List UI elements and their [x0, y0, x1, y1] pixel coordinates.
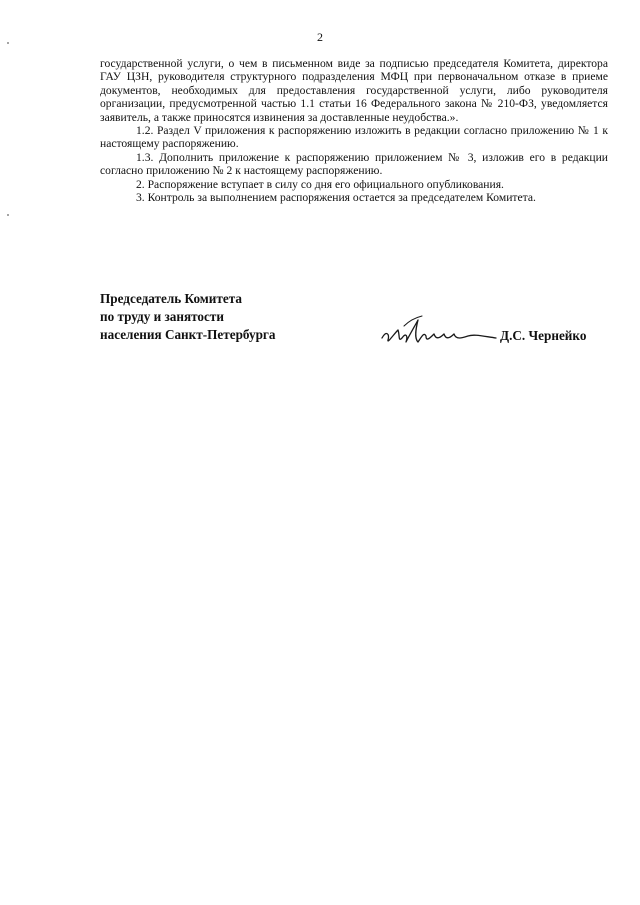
- signer-name: Д.С. Чернейко: [500, 328, 587, 343]
- paragraph-item-3: 3. Контроль за выполнением распоряжения остается за председателем Комитета.: [136, 191, 536, 205]
- margin-mark: [7, 214, 9, 216]
- paragraph-continuation: государственной услуги, о чем в письменном виде за подписью председателя Комитета, директора ГАУ ЦЗН, руководителя структурного подразделения МФЦ при первоначальном отказе в приеме документов, необходимых для предоставления государственной услуги, либо руководителя организации, предусмотренной частью 1.1 статьи 16 Федерального закона № 210-ФЗ, уведомляется заявитель, а также приносятся извинения за доставленные неудобства.».: [100, 57, 608, 124]
- paragraph-item-2: 2. Распоряжение вступает в силу со дня его официального опубликования.: [136, 177, 504, 191]
- handwritten-signature: [378, 312, 502, 348]
- margin-mark: [7, 42, 9, 44]
- signer-title-line: по труду и занятости: [100, 309, 224, 324]
- signer-title: [100, 290, 276, 344]
- page-number: 2: [317, 30, 323, 44]
- signature-block: [100, 290, 610, 350]
- signer-title-line: Председатель Комитета: [100, 291, 242, 306]
- paragraph-item-1-3: 1.3. Дополнить приложение к распоряжению приложением № 3, изложив его в редакции согласно приложению № 2 к настоящему распоряжению.: [100, 150, 608, 178]
- paragraph-item-1-2: 1.2. Раздел V приложения к распоряжению изложить в редакции согласно приложению № 1 к настоящему распоряжению.: [100, 124, 608, 151]
- signer-title-line: населения Санкт-Петербурга: [100, 327, 276, 342]
- document-body: [100, 57, 608, 204]
